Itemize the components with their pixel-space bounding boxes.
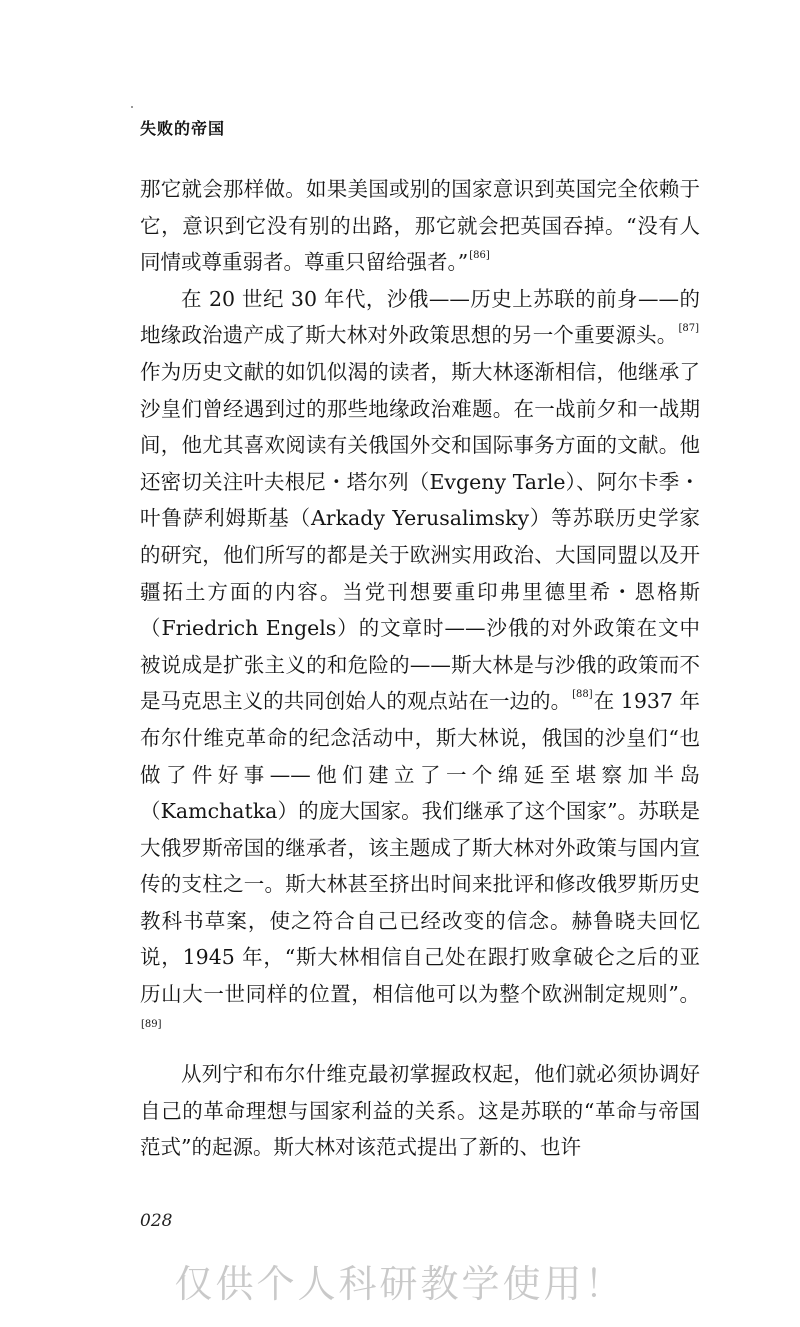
paragraph-text: 在 1937 年布尔什维克革命的纪念活动中，斯大林说，俄国的沙皇们“也做了件好事——他们建立了一个绵延至堪察加半岛（Kamchatka）的庞大国家。我们继承了这个国家”。苏联是大俄罗斯帝国的继承者，该主题成了斯大林对外政策与国内宣传的支柱之一。斯大林甚至挤出时间来批评和修改俄罗斯历史教科书草案，使之符合自己已经改变的信念。赫鲁晓夫回忆说，1945 年，“斯大林相信自己处在跟打败拿破仑之后的亚历山大一世同样的位置，相信他可以为整个欧洲制定规则”。 <box>140 689 700 1007</box>
scan-speck <box>131 106 133 108</box>
paragraph-3 <box>140 1056 700 1166</box>
paragraph-1 <box>140 171 700 281</box>
footnote-marker: [87] <box>678 323 699 335</box>
running-head: 失败的帝国 <box>140 119 226 138</box>
footnote-marker: [86] <box>469 250 490 262</box>
watermark: 仅供个人科研教学使用！ <box>174 1262 626 1306</box>
paragraph-2 <box>140 281 700 1049</box>
body-text <box>140 171 700 1166</box>
paragraph-text: 从列宁和布尔什维克最初掌握政权起，他们就必须协调好自己的革命理想与国家利益的关系。这是苏联的“革命与帝国范式”的起源。斯大林对该范式提出了新的、也许 <box>140 1062 700 1160</box>
paragraph-text: 作为历史文献的如饥似渴的读者，斯大林逐渐相信，他继承了沙皇们曾经遇到过的那些地缘政治难题。在一战前夕和一战期间，他尤其喜欢阅读有关俄国外交和国际事务方面的文献。他还密切关注叶夫根尼・塔尔列（Evgeny Tarle）、阿尔卡季・叶鲁萨利姆斯基（Arkady Yerusalimsky）等苏联历史学家的研究，他们所写的都是关于欧洲实用政治、大国同盟以及开疆拓土方面的内容。当党刊想要重印弗里德里希・恩格斯（Friedrich Engels）的文章时——沙俄的对外政策在文中被说成是扩张主义的和危险的——斯大林是与沙俄的政策而不是马克思主义的共同创始人的观点站在一边的。 <box>140 359 700 714</box>
footnote-marker: [88] <box>572 689 593 701</box>
paragraph-text: 那它就会那样做。如果美国或别的国家意识到英国完全依赖于它，意识到它没有别的出路，那它就会把英国吞掉。“没有人同情或尊重弱者。尊重只留给强者。” <box>140 177 700 275</box>
footnote-marker: [89] <box>141 1018 162 1030</box>
paragraph-text: 在 20 世纪 30 年代，沙俄——历史上苏联的前身——的地缘政治遗产成了斯大林对外政策思想的另一个重要源头。 <box>140 286 700 348</box>
page-number: 028 <box>140 1211 173 1231</box>
